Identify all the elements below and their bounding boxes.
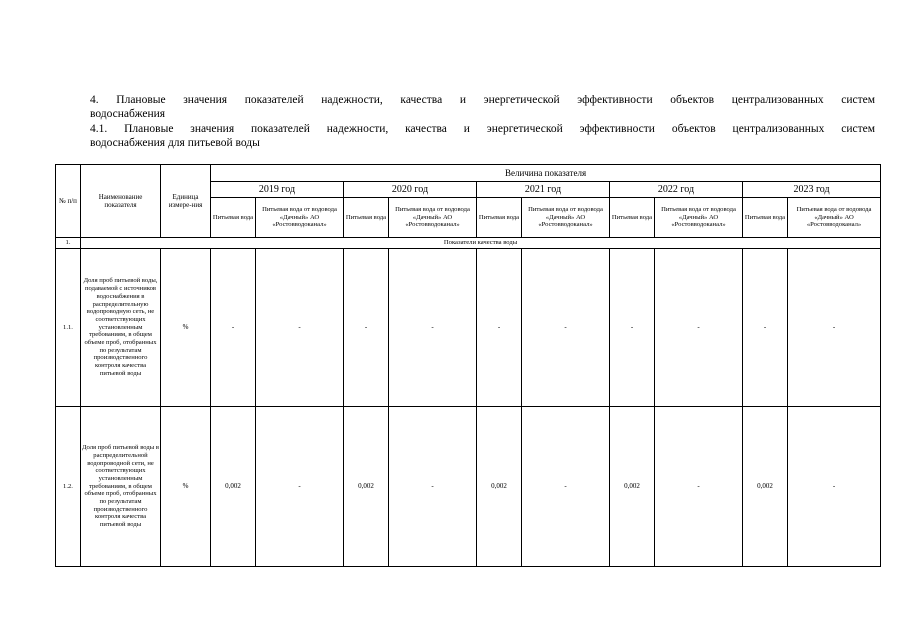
header-pipeline-water: Питьевая вода от водовода «Дачный» АО «Ростовводоканал»	[522, 198, 610, 238]
value-cell: -	[522, 407, 610, 567]
header-pipeline-water: Питьевая вода от водовода «Дачный» АО «Ростовводоканал»	[655, 198, 743, 238]
value-cell: 0,002	[344, 407, 389, 567]
value-cell: -	[788, 407, 881, 567]
header-year: 2022 год	[610, 182, 743, 198]
header-drinking-water: Питьевая вода	[344, 198, 389, 238]
header-pipeline-water: Питьевая вода от водовода «Дачный» АО «Ростовводоканал»	[256, 198, 344, 238]
row-unit: %	[161, 249, 211, 407]
value-cell: 0,002	[477, 407, 522, 567]
value-cell: -	[344, 249, 389, 407]
row-num: 1.2.	[56, 407, 81, 567]
section-heading-4-text: 4. Плановые значения показателей надежности, качества и энергетической эффективности объектов централизованных систем	[90, 94, 875, 106]
value-cell: -	[389, 249, 477, 407]
value-cell: -	[788, 249, 881, 407]
value-cell: -	[655, 407, 743, 567]
value-cell: -	[256, 249, 344, 407]
header-year: 2023 год	[743, 182, 881, 198]
value-cell: -	[477, 249, 522, 407]
value-cell: -	[211, 249, 256, 407]
section-num: 1.	[56, 238, 81, 249]
value-cell: 0,002	[610, 407, 655, 567]
value-cell: 0,002	[743, 407, 788, 567]
value-cell: -	[655, 249, 743, 407]
row-num: 1.1.	[56, 249, 81, 407]
section-heading-4-tail: водоснабжения	[90, 108, 166, 120]
value-cell: -	[389, 407, 477, 567]
value-cell: 0,002	[211, 407, 256, 567]
header-unit: Единица измере-ния	[161, 165, 211, 238]
row-name: Доля проб питьевой воды в распределительной водопроводной сети, не соответствующих установленным требованиям, в общем объеме проб, отобранных по результатам производственного контроля качества питьевой воды	[81, 407, 161, 567]
header-name: Наименование показателя	[81, 165, 161, 238]
value-cell: -	[610, 249, 655, 407]
header-drinking-water: Питьевая вода	[477, 198, 522, 238]
header-drinking-water: Питьевая вода	[610, 198, 655, 238]
header-num: № п/п	[56, 165, 81, 238]
header-magnitude: Величина показателя	[211, 165, 881, 182]
section-heading-4-1	[60, 122, 875, 150]
header-drinking-water: Питьевая вода	[211, 198, 256, 238]
header-year: 2019 год	[211, 182, 344, 198]
row-name: Доля проб питьевой воды, подаваемой с источников водоснабжения в распределительную водопроводную сеть, не соответствующих установленным требованиям, в общем объеме проб, отобранных по результатам производственного контроля качества питьевой воды	[81, 249, 161, 407]
value-cell: -	[522, 249, 610, 407]
indicators-table	[55, 164, 881, 567]
section-heading-4-1-text: 4.1. Плановые значения показателей надежности, качества и энергетической эффективности объектов централизованных систем	[90, 123, 875, 135]
header-year: 2021 год	[477, 182, 610, 198]
section-heading-4-1-tail: водоснабжения для питьевой воды	[90, 137, 260, 149]
header-pipeline-water: Питьевая вода от водовода «Дачный» АО «Ростовводоканал»	[389, 198, 477, 238]
section-heading-4	[60, 93, 875, 121]
section-title: Показатели качества воды	[81, 238, 881, 249]
header-drinking-water: Питьевая вода	[743, 198, 788, 238]
value-cell: -	[743, 249, 788, 407]
header-pipeline-water: Питьевая вода от водовода «Дачный» АО «Ростовводоканал»	[788, 198, 881, 238]
row-unit: %	[161, 407, 211, 567]
value-cell: -	[256, 407, 344, 567]
header-year: 2020 год	[344, 182, 477, 198]
